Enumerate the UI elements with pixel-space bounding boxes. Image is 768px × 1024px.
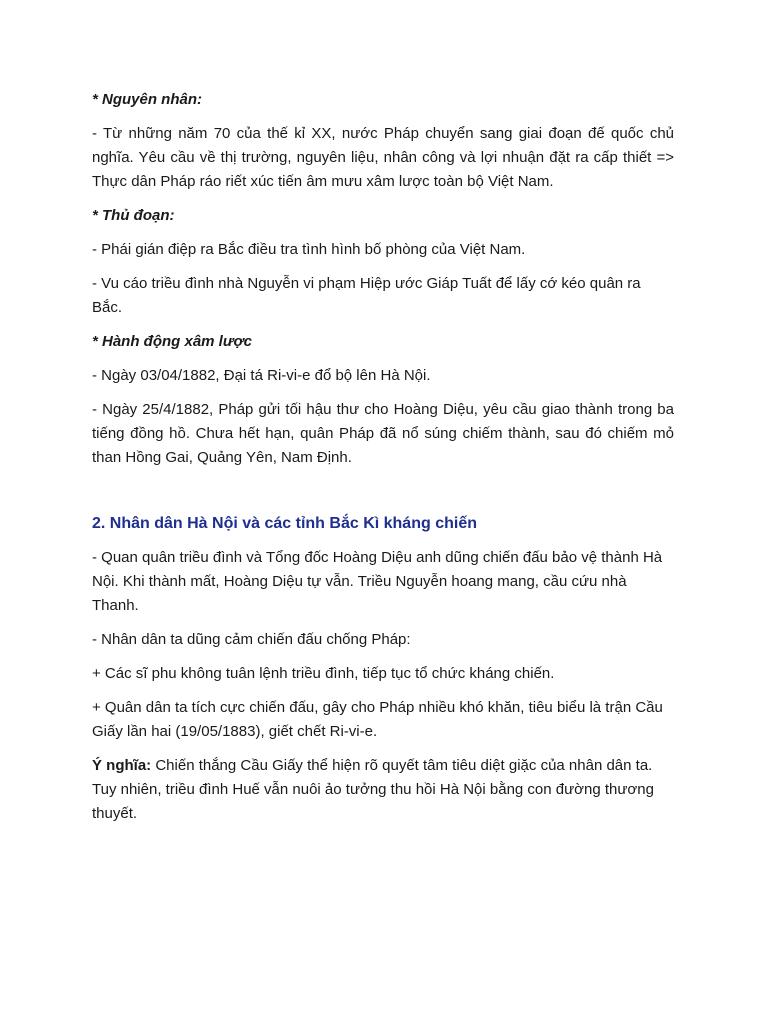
body-paragraph: + Quân dân ta tích cực chiến đấu, gây cho Pháp nhiều khó khăn, tiêu biểu là trận Cầu Giấy lần hai (19/05/1883), giết chết Ri-vi-e. (92, 699, 663, 740)
tactic-item: - Vu cáo triều đình nhà Nguyễn vi phạm Hiệp ước Giáp Tuất để lấy cớ kéo quân ra Bắc. (92, 275, 641, 316)
cause-heading: * Nguyên nhân: (92, 91, 203, 108)
meaning-label: Ý nghĩa: (92, 757, 152, 774)
meaning-paragraph (92, 754, 674, 826)
action-heading: * Hành động xâm lược (92, 333, 252, 350)
action-item: - Ngày 03/04/1882, Đại tá Ri-vi-e đổ bộ lên Hà Nội. (92, 367, 431, 384)
section-title: 2. Nhân dân Hà Nội và các tỉnh Bắc Kì kháng chiến (92, 515, 477, 532)
body-paragraph: + Các sĩ phu không tuân lệnh triều đình, tiếp tục tổ chức kháng chiến. (92, 665, 555, 682)
body-paragraph: - Quan quân triều đình và Tổng đốc Hoàng Diệu anh dũng chiến đấu bảo vệ thành Hà Nội. Khi thành mất, Hoàng Diệu tự vẫn. Triều Nguyễn hoang mang, cầu cứu nhà Thanh. (92, 549, 663, 614)
action-item: - Ngày 25/4/1882, Pháp gửi tối hậu thư cho Hoàng Diệu, yêu cầu giao thành trong ba tiếng đồng hồ. Chưa hết hạn, quân Pháp đã nổ súng chiếm thành, sau đó chiếm mỏ than Hồng Gai, Quảng Yên, Nam Định. (92, 401, 674, 466)
tactic-item: - Phái gián điệp ra Bắc điều tra tình hình bố phòng của Việt Nam. (92, 241, 526, 258)
tactic-heading: * Thủ đoạn: (92, 207, 175, 224)
document-page (92, 88, 674, 826)
body-paragraph: - Nhân dân ta dũng cảm chiến đấu chống Pháp: (92, 631, 411, 648)
cause-paragraph: - Từ những năm 70 của thế kỉ XX, nước Pháp chuyển sang giai đoạn đế quốc chủ nghĩa. Yêu cầu về thị trường, nguyên liệu, nhân công và lợi nhuận đặt ra cấp thiết => Thực dân Pháp ráo riết xúc tiến âm mưu xâm lược toàn bộ Việt Nam. (92, 125, 674, 190)
meaning-text: Chiến thắng Cầu Giấy thể hiện rõ quyết tâm tiêu diệt giặc của nhân dân ta. Tuy nhiên, triều đình Huế vẫn nuôi ảo tưởng thu hồi Hà Nội bằng con đường thương thuyết. (92, 757, 654, 822)
